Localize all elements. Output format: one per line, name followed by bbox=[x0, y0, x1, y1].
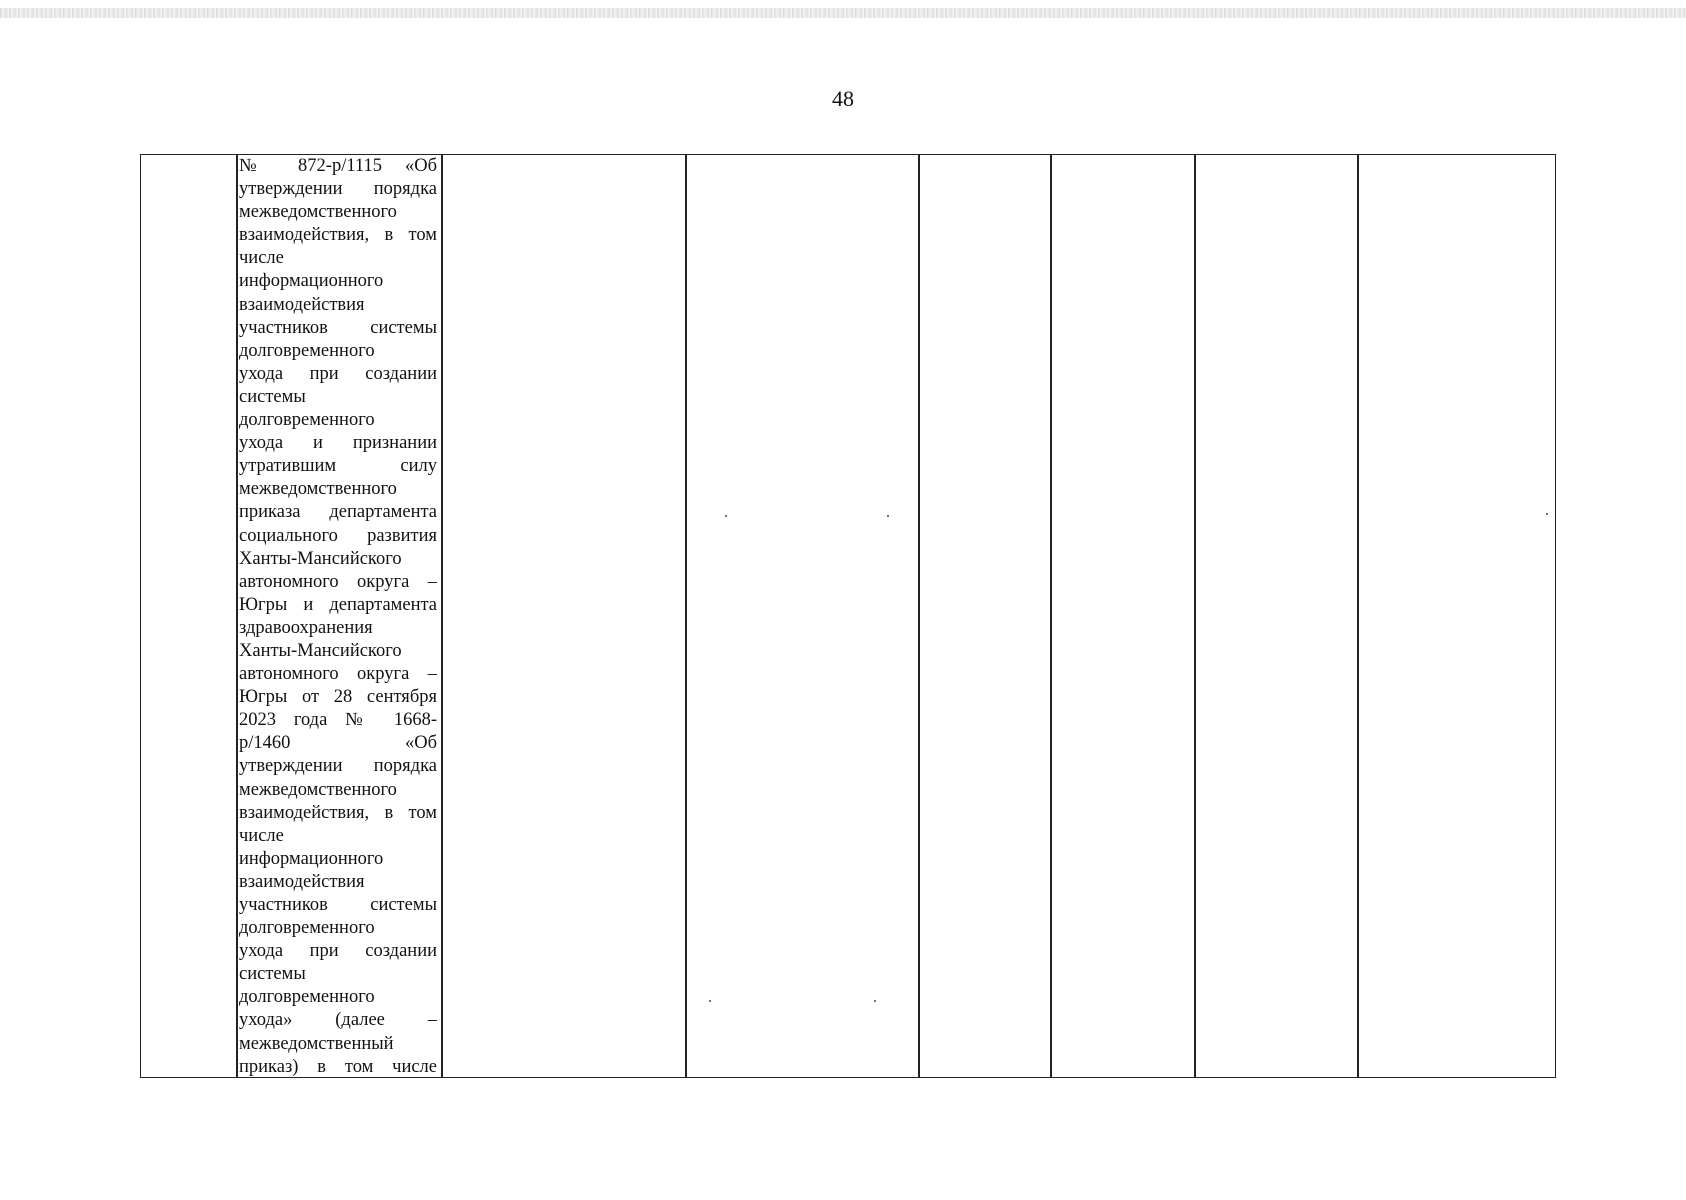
column-divider bbox=[441, 155, 443, 1077]
page-number: 48 bbox=[832, 86, 854, 111]
cell-text-line: 2023 года № 1668- bbox=[239, 710, 437, 731]
cell-text-line: долговременного bbox=[239, 410, 375, 431]
cell-text-line: системы bbox=[239, 386, 306, 407]
cell-text-line: участников системы bbox=[239, 895, 437, 915]
cell-text-line: ухода и признании bbox=[239, 433, 437, 454]
cell-text-line: утверждении порядка bbox=[239, 179, 437, 200]
cell-text-line: р/1460 «Об bbox=[239, 733, 437, 754]
cell-text-line: ухода при создании bbox=[239, 363, 437, 384]
cell-text-line: ухода» (далее – bbox=[239, 1010, 437, 1031]
cell-text-line: межведомственного bbox=[239, 779, 397, 800]
scan-speck bbox=[1546, 513, 1548, 515]
cell-text-line: приказ) в том числе bbox=[239, 1056, 437, 1077]
scan-speck bbox=[709, 1000, 711, 1002]
cell-text-line: информационного bbox=[239, 848, 384, 869]
cell-text-line: числе bbox=[239, 825, 284, 846]
cell-text-line: Ханты-Мансийского bbox=[239, 548, 402, 569]
scan-edge-noise bbox=[0, 8, 1686, 18]
cell-text-line: утверждении порядка bbox=[239, 756, 437, 777]
cell-text-line: информационного bbox=[239, 271, 384, 292]
scan-speck bbox=[874, 1000, 876, 1002]
cell-text-line: взаимодействия, в том bbox=[239, 225, 437, 246]
column-divider bbox=[685, 155, 687, 1077]
column-divider bbox=[1194, 155, 1196, 1077]
column-divider bbox=[1357, 155, 1359, 1077]
cell-text-line: взаимодействия, в том bbox=[239, 802, 437, 823]
column-divider bbox=[236, 155, 238, 1077]
scan-speck bbox=[887, 515, 889, 517]
cell-text-line: автономного округа – bbox=[239, 664, 437, 685]
cell-text-line: № 872-р/1115 «Об bbox=[239, 156, 437, 176]
cell-text-line: долговременного bbox=[239, 987, 375, 1008]
cell-text-line: долговременного bbox=[239, 918, 375, 939]
column-divider bbox=[918, 155, 920, 1077]
cell-text-line: автономного округа – bbox=[239, 571, 437, 592]
cell-text-line: Югры от 28 сентября bbox=[239, 687, 437, 708]
cell-text-line: Югры и департамента bbox=[239, 594, 437, 615]
table-cell-document-text bbox=[239, 155, 437, 1079]
cell-text-line: социального развития bbox=[239, 525, 437, 546]
cell-text-line: взаимодействия bbox=[239, 294, 365, 315]
cell-text-line: взаимодействия bbox=[239, 871, 365, 892]
document-table bbox=[140, 154, 1556, 1078]
cell-text-line: здравоохранения bbox=[239, 617, 373, 638]
cell-text-line: участников системы bbox=[239, 317, 437, 338]
cell-text-line: приказа департамента bbox=[239, 502, 437, 523]
cell-text-line: Ханты-Мансийского bbox=[239, 640, 402, 661]
cell-text-line: межведомственный bbox=[239, 1033, 394, 1054]
cell-text-line: ухода при создании bbox=[239, 941, 437, 962]
cell-text-line: межведомственного bbox=[239, 202, 397, 223]
cell-text-line: долговременного bbox=[239, 340, 375, 361]
cell-text-line: межведомственного bbox=[239, 479, 397, 500]
cell-text-line: системы bbox=[239, 964, 306, 985]
cell-text-line: утратившим силу bbox=[239, 456, 437, 477]
cell-text-line: числе bbox=[239, 248, 284, 269]
column-divider bbox=[1050, 155, 1052, 1077]
scan-speck bbox=[725, 515, 727, 517]
